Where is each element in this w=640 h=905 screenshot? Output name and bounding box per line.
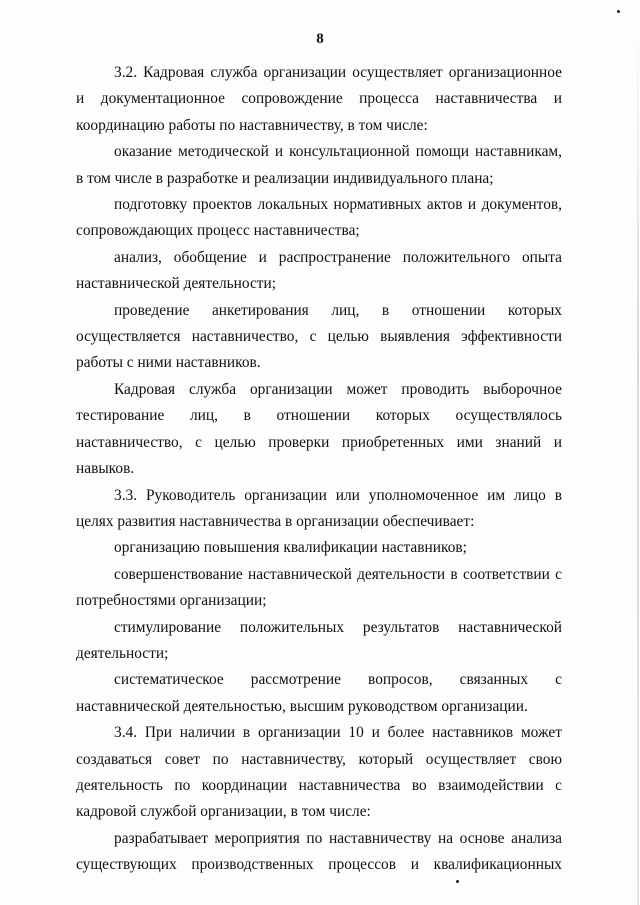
paragraph-3-2: 3.2. Кадровая служба организации осуществляет организационное и документационное сопровождение процесса наставничества и координацию работы по наставничеству, в том числе: (76, 64, 562, 134)
list-item-qualification: организацию повышения квалификации наставников; (114, 539, 467, 557)
list-item-methodical-help: оказание методической и консультационной помощи наставникам, в том числе в разработке и реализации индивидуального плана; (76, 143, 562, 187)
paragraph-3-3: 3.3. Руководитель организации или уполномоченное им лицо в целях развития наставничества в организации обеспечивает: (76, 486, 562, 530)
document-body (76, 60, 562, 879)
list-item-improvement: совершенствование наставнической деятельности в соответствии с потребностями организации; (76, 565, 562, 610)
paragraph-testing: Кадровая служба организации может проводить выборочное тестирование лиц, в отношении которых осуществлялось наставничество, с целью проверки приобретенных ими знаний и навыков. (76, 380, 562, 478)
page-edge-shadow (637, 0, 639, 905)
page-number: 8 (316, 31, 324, 47)
scan-dot-bottom (456, 880, 459, 883)
paragraph-3-4: 3.4. При наличии в организации 10 и более наставников может создаваться совет по наставничеству, который осуществляет свою деятельность по координации наставничества во взаимодействии с кадровой службой организации, в том числе: (76, 724, 562, 821)
list-item-draft-acts: подготовку проектов локальных нормативных актов и документов, сопровождающих процесс наставничества; (76, 196, 562, 240)
list-item-develops-measures: разрабатывает мероприятия по наставничеству на основе анализа существующих производственных процессов и квалификационных (76, 829, 562, 874)
list-item-review: систематическое рассмотрение вопросов, связанных с наставнической деятельностью, высшим руководством организации. (76, 671, 562, 715)
scan-dot-top-right (617, 10, 620, 13)
list-item-survey: проведение анкетирования лиц, в отношении которых осуществляется наставничество, с целью выявления эффективности работы с ними наставников. (76, 301, 562, 372)
list-item-stimulation: стимулирование положительных результатов наставнической деятельности; (76, 618, 562, 662)
list-item-analysis: анализ, обобщение и распространение положительного опыта наставнической деятельности; (76, 248, 562, 293)
